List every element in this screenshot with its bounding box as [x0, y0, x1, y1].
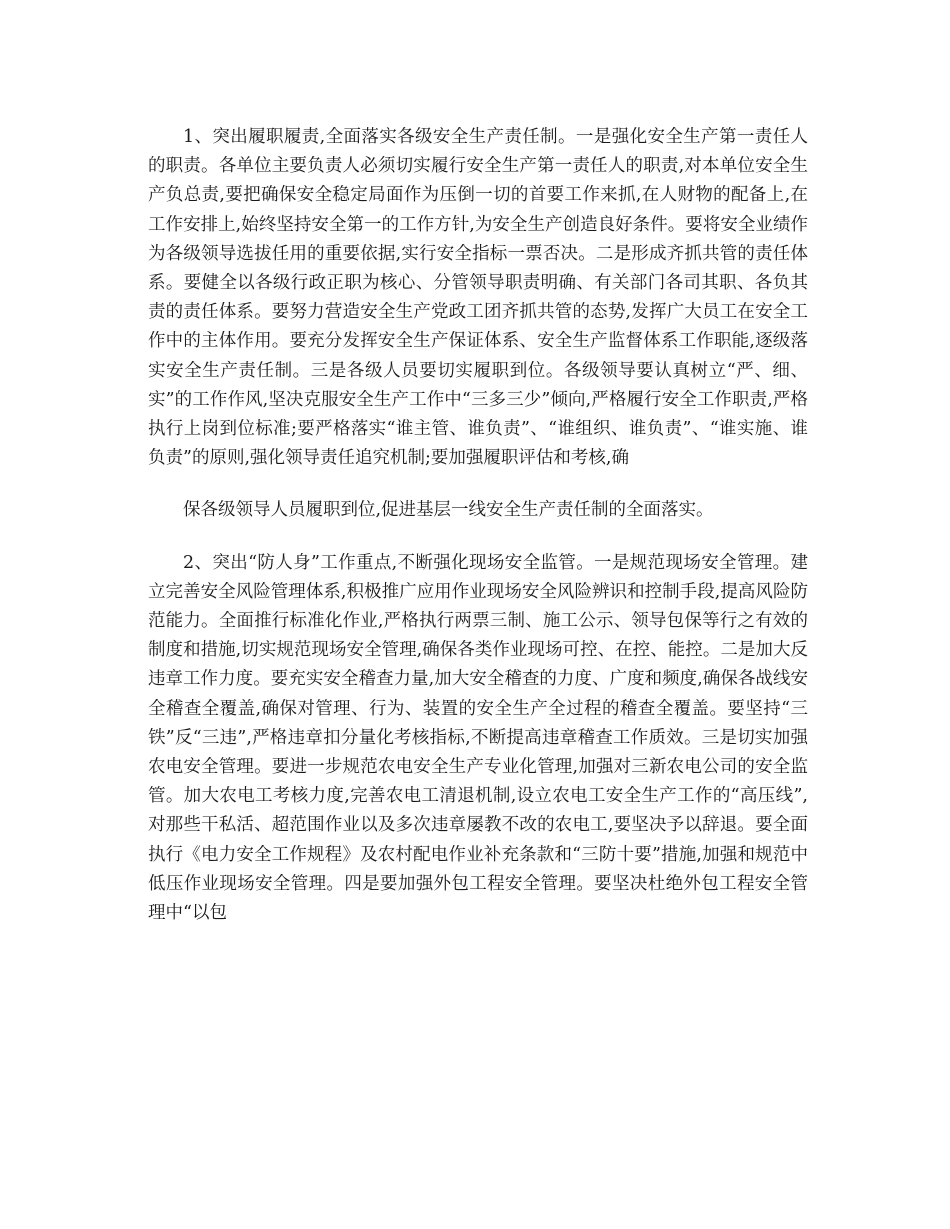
paragraph-1: 1、突出履职履责,全面落实各级安全生产责任制。一是强化安全生产第一责任人的职责。各单位主要负责人必须切实履行安全生产第一责任人的职责,对本单位安全生产负总责,要把确保安全稳定局面作为压倒一切的首要工作来抓,在人财物的配备上,在工作安排上,始终坚持安全第一的工作方针,为安全生产创造良好条件。要将安全业绩作为各级领导选拔任用的重要依据,实行安全指标一票否决。二是形成齐抓共管的责任体系。要健全以各级行政正职为核心、分管领导职责明确、有关部门各司其职、各负其责的责任体系。要努力营造安全生产党政工团齐抓共管的态势,发挥广大员工在安全工作中的主体作用。要充分发挥安全生产保证体系、安全生产监督体系工作职能,逐级落实安全生产责任制。三是各级人员要切实履职到位。各级领导要认真树立“严、细、实”的工作作风,坚决克服安全生产工作中“三多三少”倾向,严格履行安全工作职责,严格执行上岗到位标准;要严格落实“谁主管、谁负责”、“谁组织、谁负责”、“谁实施、谁负责”的原则,强化领导责任追究机制;要加强履职评估和考核,确 [148, 127, 808, 469]
paragraph-3: 2、突出“防人身”工作重点,不断强化现场安全监管。一是规范现场安全管理。建立完善安全风险管理体系,积极推广应用作业现场安全风险辨识和控制手段,提高风险防范能力。全面推行标准化作业,严格执行两票三制、施工公示、领导包保等行之有效的制度和措施,切实规范现场安全管理,确保各类作业现场可控、在控、能控。二是加大反违章工作力度。要充实安全稽查力量,加大安全稽查的力度、广度和频度,确保各战线安全稽查全覆盖,确保对管理、行为、装置的安全生产全过程的稽查全覆盖。要坚持“三铁”反“三违”,严格违章扣分量化考核指标,不断提高违章稽查工作质效。三是切实加强农电安全管理。要进一步规范农电安全生产专业化管理,加强对三新农电公司的安全监管。加大农电工考核力度,完善农电工清退机制,设立农电工安全生产工作的“高压线”,对那些干私活、超范围作业以及多次违章屡教不改的农电工,要坚决予以辞退。要全面执行《电力安全工作规程》及农村配电作业补充条款和“三防十要”措施,加强和规范中低压作业现场安全管理。四是要加强外包工程安全管理。要坚决杜绝外包工程安全管理中“以包 [148, 552, 808, 924]
paragraph-2: 保各级领导人员履职到位,促进基层一线安全生产责任制的全面落实。 [183, 500, 714, 521]
document-page [148, 123, 808, 928]
